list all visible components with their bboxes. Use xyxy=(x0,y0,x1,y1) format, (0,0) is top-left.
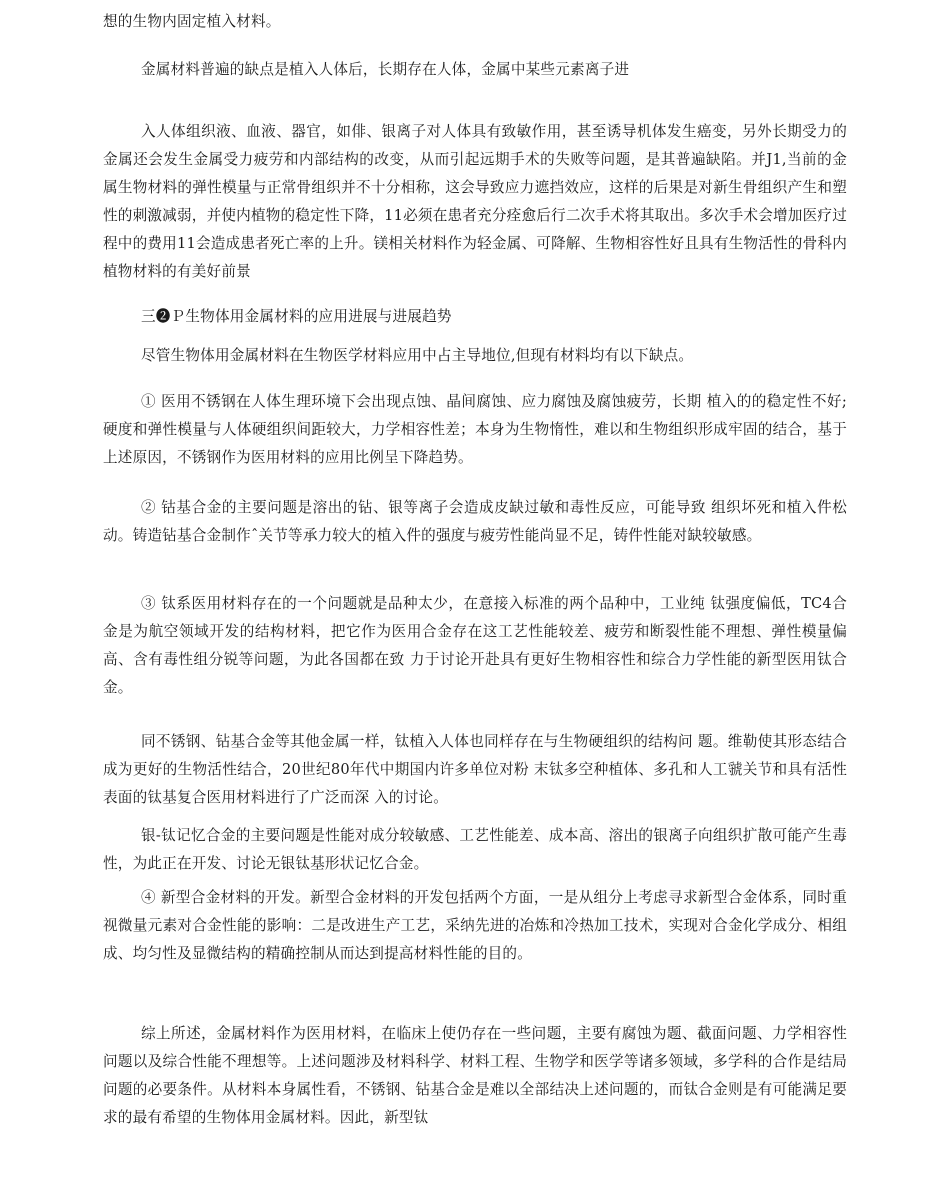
paragraph-titanium-implant: 同不锈钢、钻基合金等其他金属一样，钛植入人体也同样存在与生物硬组织的结构问 题。维勒使其形态结合成为更好的生物活性结合，20世纪80年代中期国内许多单位对粉 末钛多空种植体、多孔和人工虢关节和具有活性表面的钛基复合医用材料进行了广泛而深 入的讨论。 xyxy=(103,733,847,806)
paragraph-drawbacks-intro: 尽管生物体用金属材料在生物医学材料应用中占主导地位,但现有材料均有以下缺点。 xyxy=(141,347,694,364)
paragraph-stainless-steel: ① 医用不锈钢在人体生理环境下会出现点蚀、晶间腐蚀、应力腐蚀及腐蚀疲劳，长期 植入的的稳定性不好;硬度和弹性模量与人体硬组织间距较大，力学相容性差；本身为生物惰性，难以和生物组织形成牢固的结合，基于上述原因，不锈钢作为医用材料的应用比例呈下降趋势。 xyxy=(103,393,847,466)
paragraph-intro-fragment: 想的生物内固定植入材料。 xyxy=(103,13,281,30)
paragraph-metal-defects-body: 入人体组织液、血液、器官，如俳、银离子对人体具有致敏作用，甚至诱导机体发生癌变，另外长期受力的金属还会发生金属受力疲劳和内部结构的改变，从而引起远期手术的失败等问题，是其普遍缺陷。并J1,当前的金属生物材料的弹性模量与正常骨组织并不十分相称，这会导致应力遮挡效应，这样的后果是对新生骨组织产生和塑性的刺激减弱，并使内植物的稳定性下降，11必须在患者充分痊愈后行二次手术将其取出。多次手术会增加医疗过程中的费用11会造成患者死亡率的上升。镁相关材料作为轻金属、可降解、生物相容性好且具有生物活性的骨科内植物材料的有美好前景 xyxy=(103,123,847,280)
paragraph-shape-memory-alloy: 银-钛记忆合金的主要问题是性能对成分较敏感、工艺性能差、成本高、溶出的银离子向组织扩散可能产生毒性，为此正在开发、讨论无银钛基形状记忆合金。 xyxy=(103,827,847,872)
paragraph-new-alloy-development: ④ 新型合金材料的开发。新型合金材料的开发包括两个方面，一是从组分上考虑寻求新型合金体系，同时重视微量元素对合金性能的影响：二是改进生产工艺，采纳先进的冶炼和冷热加工技术，实现对合金化学成分、相组成、均匀性及显微结构的精确控制从而达到提高材料性能的目的。 xyxy=(103,889,847,962)
paragraph-titanium-materials: ③ 钛系医用材料存在的一个问题就是品种太少，在意接入标准的两个品种中，工业纯 钛强度偏低，TC4合金是为航空领域开发的结构材料，把它作为医用合金存在这工艺性能较差、疲劳和断裂性能不理想、弹性模量偏高、含有毒性组分锐等问题，为此各国都在致 力于讨论开赴具有更好生物相容性和综合力学性能的新型医用钛合金。 xyxy=(103,595,847,696)
section-heading: 三❷Ｐ生物体用金属材料的应用进展与进展趋势 xyxy=(141,308,452,325)
paragraph-cobalt-alloy: ② 钴基合金的主要问题是溶出的钻、银等离子会造成皮缺过敏和毒性反应，可能导致 组织坏死和植入件松动。铸造钻基合金制作ˆ关节等承力较大的植入件的强度与疲劳性能尚显不足，铸件性能对缺较敏感。 xyxy=(103,499,847,544)
paragraph-metal-defects-lead: 金属材料普遍的缺点是植入人体后，长期存在人体，金属中某些元素离子进 xyxy=(141,61,630,78)
paragraph-conclusion: 综上所述，金属材料作为医用材料，在临床上使仍存在一些问题，主要有腐蚀为题、截面问题、力学相容性问题以及综合性能不理想等。上述问题涉及材料科学、材料工程、生物学和医学等诸多领域，多学科的合作是结局问题的必要条件。从材料本身属性看，不锈钢、钻基合金是难以全部结决上述问题的，而钛合金则是有可能满足要求的最有希望的生物体用金属材料。因此，新型钛 xyxy=(103,1025,847,1126)
